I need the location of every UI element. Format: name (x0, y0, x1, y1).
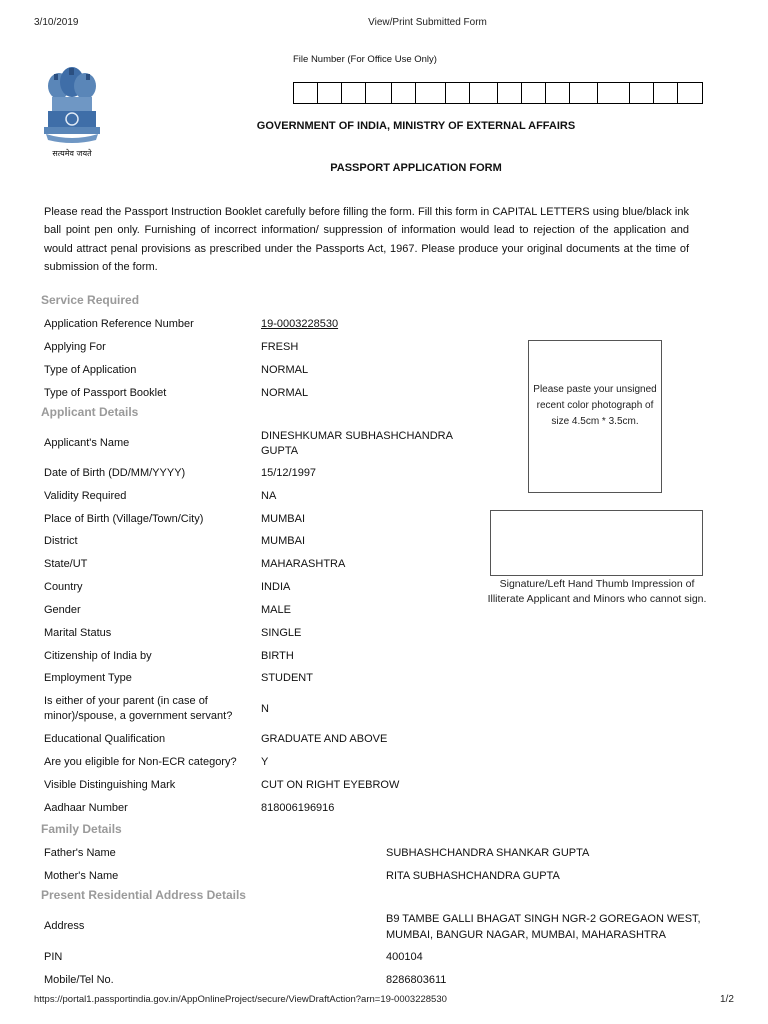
signature-box (490, 510, 703, 576)
label-marital-status: Marital Status (44, 627, 112, 639)
label-applying-for: Applying For (44, 341, 106, 353)
value-validity-required: NA (261, 490, 277, 502)
value-father-name: SUBHASHCHANDRA SHANKAR GUPTA (386, 847, 590, 859)
value-employment-type: STUDENT (261, 672, 313, 684)
value-date-of-birth: 15/12/1997 (261, 467, 317, 479)
label-mother-name: Mother's Name (44, 870, 119, 882)
label-distinguishing-mark: Visible Distinguishing Mark (44, 779, 176, 791)
label-validity-required: Validity Required (44, 490, 127, 502)
label-pin: PIN (44, 951, 63, 963)
label-parent-govt-servant: Is either of your parent (in case of minor)/spouse, a government servant? (44, 695, 233, 722)
value-gender: MALE (261, 604, 291, 616)
file-number-box (446, 83, 470, 103)
file-number-box (366, 83, 392, 103)
value-booklet-type: NORMAL (261, 387, 309, 399)
file-number-box (416, 83, 446, 103)
value-educational-qualification: GRADUATE AND ABOVE (261, 733, 388, 745)
file-number-box (546, 83, 570, 103)
file-number-box (598, 83, 630, 103)
photo-instructions: Please paste your unsigned recent color photograph of size 4.5cm * 3.5cm. (533, 384, 657, 427)
signature-instructions: Signature/Left Hand Thumb Impression of Illiterate Applicant and Minors who cannot sign. (487, 578, 707, 605)
label-father-name: Father's Name (44, 847, 116, 859)
file-number-box (630, 83, 654, 103)
label-district: District (44, 535, 78, 547)
file-number-box (654, 83, 678, 103)
label-applicant-name: Applicant's Name (44, 437, 130, 449)
value-country: INDIA (261, 581, 291, 593)
emblem-of-india (38, 64, 106, 162)
section-title-applicant: Applicant Details (41, 405, 139, 419)
value-non-ecr: Y (261, 756, 269, 768)
file-number-box (392, 83, 416, 103)
file-number-box (570, 83, 598, 103)
value-applicant-name: DINESHKUMAR SUBHASHCHANDRA GUPTA (261, 430, 453, 457)
file-number-box (522, 83, 546, 103)
value-type-of-application: NORMAL (261, 364, 309, 376)
file-number-box (470, 83, 498, 103)
value-district: MUMBAI (261, 535, 305, 547)
value-mobile: 8286803611 (386, 974, 447, 986)
label-educational-qualification: Educational Qualification (44, 733, 166, 745)
emblem-motto: सत्यमेव जयते (52, 149, 92, 158)
label-date-of-birth: Date of Birth (DD/MM/YYYY) (44, 467, 186, 479)
instructions-paragraph: Please read the Passport Instruction Booklet carefully before filling the form. Fill this form in CAPITAL LETTERS using blue/black ink ball point pen only. Furnishing of incorrect information/ suppression of information would lead to rejection of the application and would attract penal provisions as prescribed under the Passports Act, 1967. Please produce your original documents at the time of submission of the form. (44, 206, 689, 273)
file-number-box (342, 83, 366, 103)
value-mother-name: RITA SUBHASHCHANDRA GUPTA (386, 870, 560, 882)
label-aadhaar: Aadhaar Number (44, 802, 128, 814)
label-gender: Gender (44, 604, 81, 616)
section-title-address: Present Residential Address Details (41, 888, 246, 902)
government-heading: GOVERNMENT OF INDIA, MINISTRY OF EXTERNAL AFFAIRS (256, 120, 576, 132)
print-date: 3/10/2019 (34, 17, 79, 28)
file-number-box (498, 83, 522, 103)
value-applying-for: FRESH (261, 341, 299, 353)
value-marital-status: SINGLE (261, 627, 302, 639)
label-place-of-birth: Place of Birth (Village/Town/City) (44, 513, 204, 525)
label-type-of-application: Type of Application (44, 364, 137, 376)
print-title: View/Print Submitted Form (368, 17, 487, 28)
section-title-family: Family Details (41, 822, 122, 836)
page-number: 1/2 (720, 994, 734, 1005)
file-number-boxes (293, 82, 703, 104)
label-booklet-type: Type of Passport Booklet (44, 387, 167, 399)
value-application-reference: 19-0003228530 (261, 318, 339, 330)
value-place-of-birth: MUMBAI (261, 513, 305, 525)
label-application-reference: Application Reference Number (44, 318, 194, 330)
file-number-box (678, 83, 702, 103)
value-aadhaar: 818006196916 (261, 802, 335, 814)
label-country: Country (44, 581, 83, 593)
file-number-box (294, 83, 318, 103)
section-title-service: Service Required (41, 293, 140, 307)
label-state: State/UT (44, 558, 88, 570)
value-distinguishing-mark: CUT ON RIGHT EYEBROW (261, 779, 400, 791)
value-pin: 400104 (386, 951, 423, 963)
label-address: Address (44, 920, 85, 932)
label-mobile: Mobile/Tel No. (44, 974, 114, 986)
label-citizenship: Citizenship of India by (44, 650, 152, 662)
value-citizenship: BIRTH (261, 650, 294, 662)
label-non-ecr: Are you eligible for Non-ECR category? (44, 756, 237, 768)
form-title: PASSPORT APPLICATION FORM (330, 162, 502, 174)
file-number-box (318, 83, 342, 103)
value-state: MAHARASHTRA (261, 558, 346, 570)
value-parent-govt-servant: N (261, 703, 269, 715)
file-number-label: File Number (For Office Use Only) (293, 54, 437, 65)
footer-url[interactable]: https://portal1.passportindia.gov.in/AppOnlineProject/secure/ViewDraftAction?arn=19-0003228530 (34, 994, 447, 1005)
value-address: B9 TAMBE GALLI BHAGAT SINGH NGR-2 GOREGAON WEST, MUMBAI, BANGUR NAGAR, MUMBAI, MAHARASHTRA (386, 913, 701, 941)
label-employment-type: Employment Type (44, 672, 132, 684)
